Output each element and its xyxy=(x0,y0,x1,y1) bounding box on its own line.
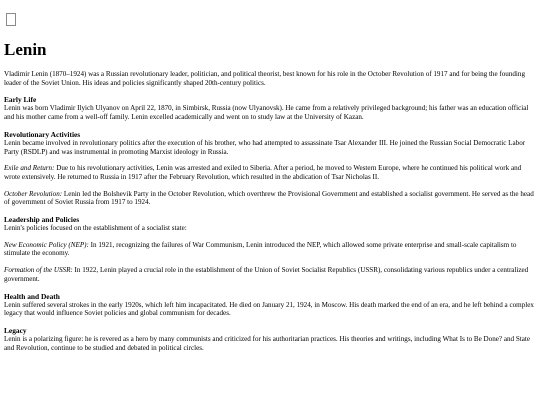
section-revolutionary-activities xyxy=(4,130,536,207)
section-leadership-and-policies xyxy=(4,215,536,284)
section-heading: Revolutionary Activities xyxy=(4,129,81,139)
section-health-and-death xyxy=(4,292,536,318)
paragraph-text: Lenin's policies focused on the establishment of a socialist state: xyxy=(4,224,187,233)
paragraph-lead: Formation of the USSR: xyxy=(4,266,73,275)
section-paragraph xyxy=(4,241,536,258)
section-legacy xyxy=(4,326,536,352)
page-title: Lenin xyxy=(4,40,47,59)
intro-paragraph: Vladimir Lenin (1870–1924) was a Russian revolutionary leader, politician, and political theorist, best known for his role in the October Revolution of 1917 and for being the founding leader of the Soviet Union. His ideas and policies significantly shaped 20th-century politics. xyxy=(4,70,525,87)
section-paragraph xyxy=(4,266,536,283)
section-paragraph xyxy=(4,104,536,121)
paragraph-lead: Exile and Return: xyxy=(4,164,55,173)
paragraph-lead: New Economic Policy (NEP): xyxy=(4,240,89,249)
section-paragraph xyxy=(4,164,536,181)
section-paragraph xyxy=(4,301,536,318)
section-early-life xyxy=(4,95,536,121)
paragraph-text: In 1921, recognizing the failures of War Communism, Lenin introduced the NEP, which allowed some private enterprise and small-scale capitalism to stimulate the economy. xyxy=(4,240,517,258)
paragraph-lead: October Revolution: xyxy=(4,189,63,198)
sections-container xyxy=(4,95,536,352)
paragraph-text: Lenin is a polarizing figure: he is revered as a hero by many communists and criticized for his authoritarian practices. His theories and writings, including What Is to Be Done? and State and Revolution, continue to be studied and debated in political circles. xyxy=(4,334,531,352)
section-paragraph xyxy=(4,139,536,156)
section-paragraph xyxy=(4,190,536,207)
paragraph-text: Lenin suffered several strokes in the early 1920s, which left him incapacitated. He died on January 21, 1924, in Moscow. His death marked the end of an era, and he left behind a complex legacy that would influence Soviet policies and global communism for decades. xyxy=(4,300,534,318)
section-heading: Leadership and Policies xyxy=(4,215,80,225)
section-paragraph xyxy=(4,335,536,352)
section-heading: Health and Death xyxy=(4,291,60,301)
paragraph-text: Lenin was born Vladimir Ilyich Ulyanov on April 22, 1870, in Simbirsk, Russia (now Ulyanovsk). He came from a relatively privileged background; his father was an education official and his mother came from a well-off family. Lenin excelled academically and went on to study law at the University of Kazan. xyxy=(4,104,529,122)
paragraph-text: In 1922, Lenin played a crucial role in the establishment of the Union of Soviet Socialist Republics (USSR), consolidating various republics under a centralized government. xyxy=(4,266,529,283)
broken-image-icon xyxy=(6,13,16,26)
section-heading: Legacy xyxy=(4,325,27,335)
paragraph-text: Lenin led the Bolshevik Party in the October Revolution, which overthrew the Provisional Government and established a socialist government. He served as the head of government of Soviet Russia from 1917 to 1924. xyxy=(4,189,534,207)
section-paragraph xyxy=(4,224,536,233)
section-heading: Early Life xyxy=(4,95,37,105)
paragraph-text: Lenin became involved in revolutionary politics after the execution of his brother, who had attempted to assassinate Tsar Alexander III. He joined the Russian Social Democratic Labor Party (RSDLP) and was instrumental in promoting Marxist ideology in Russia. xyxy=(4,138,526,156)
paragraph-text: Due to his revolutionary activities, Lenin was arrested and exiled to Siberia. After a period, he moved to Western Europe, where he continued his political work and wrote extensively. He returned to Russia in 1917 after the February Revolution, which resulted in the abdication of Tsar Nicholas II. xyxy=(4,164,522,181)
